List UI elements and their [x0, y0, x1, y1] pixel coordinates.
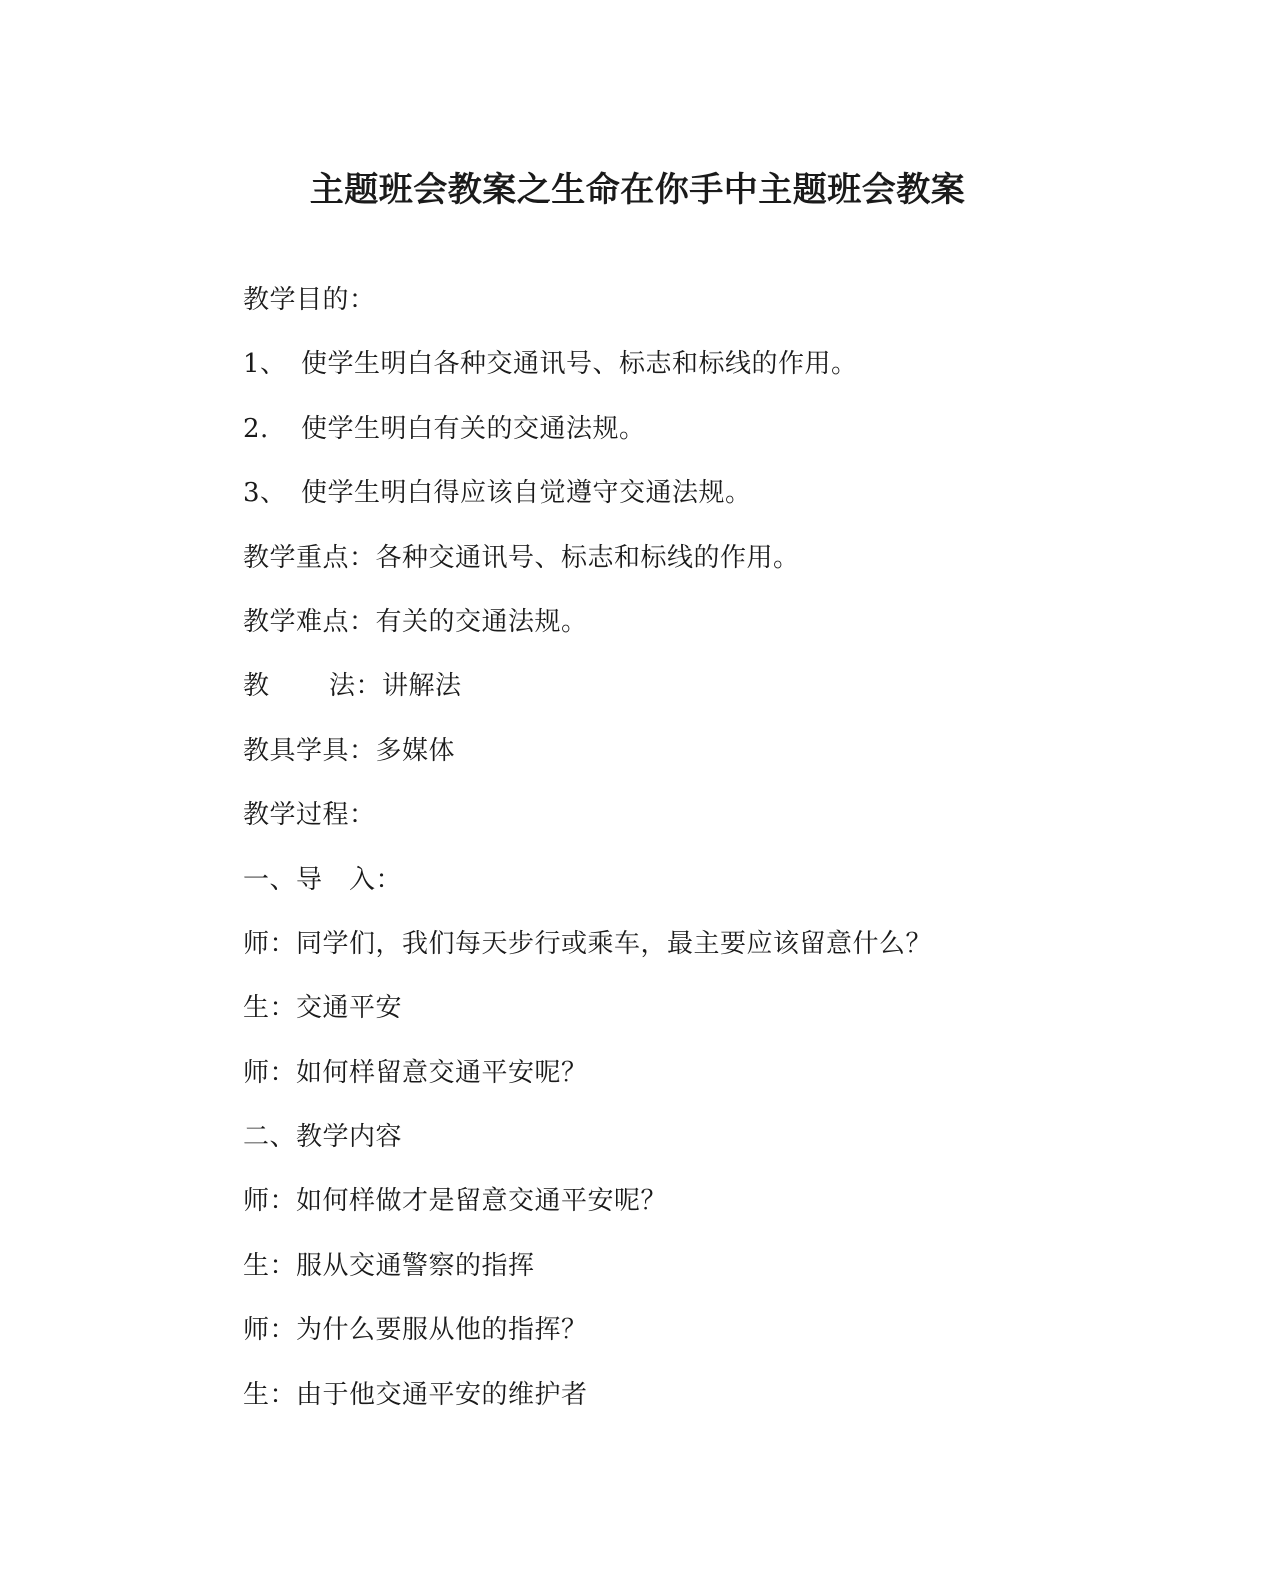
document-body [243, 278, 1043, 1437]
difficulty-line: 教学难点：有关的交通法规。 [243, 606, 588, 637]
dialog-line: 师：同学们，我们每天步行或乘车，最主要应该留意什么？ [243, 928, 933, 959]
objectives-heading: 教学目的： [243, 285, 376, 315]
objective-text: 使学生明白有关的交通法规。 [301, 413, 646, 444]
tools-line: 教具学具：多媒体 [243, 735, 456, 766]
objective-number: 3、 [243, 478, 287, 509]
method-line [243, 664, 1043, 728]
document-title: 主题班会教案之生命在你手中主题班会教案 [309, 170, 966, 210]
process-heading: 教学过程： [243, 800, 376, 831]
dialog-line: 生：服从交通警察的指挥 [243, 1250, 535, 1281]
section-heading-intro: 一、导 入： [243, 864, 403, 895]
method-label-start: 教 [243, 671, 270, 702]
dialog-line: 师：如何样留意交通平安呢？ [243, 1057, 588, 1088]
key-point-line: 教学重点：各种交通讯号、标志和标线的作用。 [243, 542, 800, 573]
objective-text: 使学生明白各种交通讯号、标志和标线的作用。 [301, 349, 858, 380]
objective-item [243, 471, 1043, 535]
dialog-line: 生：交通平安 [243, 993, 403, 1024]
objective-number: 1、 [243, 349, 287, 380]
dialog-line: 师：为什么要服从他的指挥？ [243, 1315, 588, 1346]
objective-number: 2. [243, 413, 269, 444]
objective-item [243, 342, 1043, 406]
objective-item [243, 407, 1043, 471]
objective-text: 使学生明白得应该自觉遵守交通法规。 [301, 478, 752, 509]
dialog-line: 生：由于他交通平安的维护者 [243, 1379, 588, 1410]
dialog-line: 师：如何样做才是留意交通平安呢？ [243, 1186, 668, 1217]
method-label-rest: 法：讲解法 [329, 671, 462, 702]
section-heading-content: 二、教学内容 [243, 1122, 403, 1153]
